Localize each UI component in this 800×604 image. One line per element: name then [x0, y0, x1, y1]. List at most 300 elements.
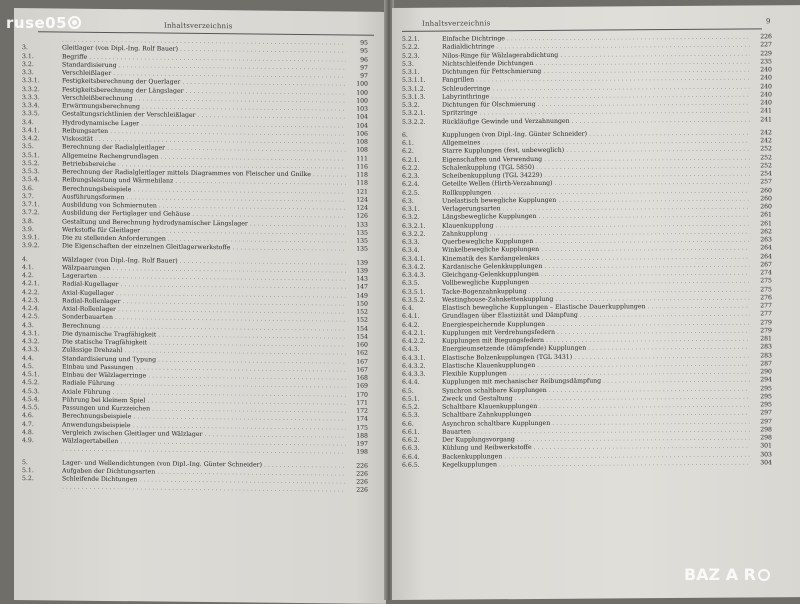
toc-entry-number: 6.2.1. — [402, 156, 440, 165]
toc-entry-title: Betriebsbereiche . . . — [62, 160, 346, 171]
toc-entry-page: 198 — [348, 449, 368, 457]
toc-entry-title: Schleuderringe . . . — [442, 83, 750, 93]
toc-entry-number: 6.2.4. — [402, 181, 440, 190]
toc-entry-number: 6.3.4.1. — [402, 255, 440, 264]
toc-entry-page: 100 — [348, 97, 368, 105]
toc-entry-page: 277 — [752, 302, 772, 310]
toc-entry-page: 167 — [348, 366, 368, 374]
toc-entry-number: 3.3.2. — [22, 86, 60, 95]
page-number: 9 — [766, 17, 770, 25]
right-head-rule — [402, 28, 762, 32]
toc-entry-page: 162 — [348, 350, 368, 358]
toc-entry-title: Scheibenkupplung (TGL 34229) . . . — [442, 171, 750, 181]
toc-entry-page: 295 — [752, 401, 772, 409]
toc-entry-page: 260 — [752, 187, 772, 195]
toc-entry-page: 295 — [752, 385, 772, 393]
toc-entry-page: 252 — [752, 154, 772, 162]
toc-entry-number: 3.5. — [22, 143, 60, 152]
toc-entry-number: 5.3.2.2. — [402, 118, 440, 127]
toc-entry-title: Winkelbewegliche Kupplungen . . . — [442, 245, 750, 255]
toc-entry-title: Reibungsleistung und Wärmebilanz . . . — [62, 177, 346, 188]
toc-entry-page: 297 — [752, 410, 772, 418]
toc-entry-number: 3.6. — [22, 185, 60, 194]
toc-entry-page: 95 — [348, 39, 368, 47]
toc-entry-number: 6.4.2.1. — [402, 329, 440, 338]
toc-entry-number: 3.5.3. — [22, 168, 60, 177]
toc-entry-title: Zahnkupplung . . . — [442, 228, 750, 238]
toc-entry-number: 3.7. — [22, 193, 60, 202]
toc-entry-title: Gleitlager (von Dipl.-Ing. Rolf Bauer) . . . — [62, 45, 346, 56]
toc-entry-title: Ausbildung der Fertiglager und Gehäuse . . . — [62, 210, 346, 221]
toc-entry-number: 6.5.3. — [402, 412, 440, 421]
toc-entry-page: 168 — [348, 374, 368, 382]
toc-entry-title: Verschleißberechnung . . . — [62, 94, 346, 105]
toc-entry-page: 139 — [348, 267, 368, 275]
toc-entry-page: 304 — [752, 459, 772, 467]
toc-entry-page: 135 — [348, 237, 368, 245]
toc-entry-number: 5. — [22, 459, 60, 468]
toc-entry-title: Wälzlagertabellen . . . — [62, 438, 346, 449]
toc-entry-number: 3.8. — [22, 218, 60, 227]
toc-entry-number: 6.3.4. — [402, 247, 440, 256]
toc-entry-number: 6.6.4. — [402, 453, 440, 462]
toc-entry-page: 121 — [348, 188, 368, 196]
toc-entry-page: 147 — [348, 284, 368, 292]
toc-entry-page: 298 — [752, 426, 772, 434]
toc-entry-number: 4.2.3. — [22, 297, 60, 306]
toc-entry-title: Die dynamische Tragfähigkeit . . . — [62, 330, 346, 341]
toc-entry-page: 290 — [752, 368, 772, 376]
toc-entry-title: Dichtungen für Ölschmierung . . . — [442, 100, 750, 110]
logo-text: ruse05 — [6, 14, 67, 32]
toc-entry-title: Kühlung und Reibwerkstoffe . . . — [442, 443, 750, 453]
toc-entry-title: Lager- und Wellendichtungen (von Dipl.-Ing. Günter Schneider) . . . — [62, 459, 346, 470]
toc-entry-number: 4.1. — [22, 264, 60, 273]
toc-entry-page: 298 — [752, 434, 772, 442]
toc-entry-page: 169 — [348, 383, 368, 391]
toc-entry-page: 160 — [348, 341, 368, 349]
toc-entry-title: Anwendungsbeispiele . . . — [62, 421, 346, 432]
toc-entry-page: 111 — [348, 155, 368, 163]
toc-entry-title: Asynchron schaltbare Kupplungen . . . — [442, 418, 750, 428]
toc-entry-page: 118 — [348, 180, 368, 188]
toc-entry-title: Allgemeines . . . — [442, 138, 750, 148]
toc-entry-number: 6.2.2. — [402, 164, 440, 173]
toc-entry-title: Rückläufige Gewinde und Verzahnungen . . . — [442, 116, 750, 126]
toc-entry-number: 6.4.3.1. — [402, 354, 440, 363]
toc-entry-number: 3.4.2. — [22, 135, 60, 144]
toc-entry-number: 3.3. — [22, 69, 60, 78]
toc-entry-number: 6.5.1. — [402, 395, 440, 404]
toc-entry-number: 5.3.2.1. — [402, 110, 440, 119]
toc-entry-page: 152 — [348, 317, 368, 325]
toc-entry-page: 279 — [752, 319, 772, 327]
toc-entry-title: Wälzpaarungen . . . — [62, 264, 346, 275]
toc-entry-page: 263 — [752, 236, 772, 244]
toc-entry-title: Erwärmungsberechnung . . . — [62, 103, 346, 114]
toc-entry-title: Rollkupplungen . . . — [442, 187, 750, 197]
toc-entry-title: Axiale Führung . . . — [62, 388, 346, 399]
toc-entry-title: Verschleißlager . . . — [62, 70, 346, 81]
toc-entry-title: Die Eigenschaften der einzelnen Gleitlagerwerkstoffe . . . — [62, 243, 346, 254]
toc-entry-title: Lagerarten . . . — [62, 273, 346, 284]
toc-entry-title: Schaltbare Klauenkupplungen . . . — [442, 402, 750, 412]
toc-entry-title: Vollbewegliche Kupplungen . . . — [442, 278, 750, 288]
toc-entry-title: Hydrodynamische Lager . . . — [62, 119, 346, 130]
toc-entry-page: 241 — [752, 108, 772, 116]
toc-entry-page: 226 — [348, 478, 368, 486]
toc-entry-number: 4.3.1. — [22, 330, 60, 339]
toc-entry-number: 5.3.1.1. — [402, 77, 440, 86]
toc-entry-title: Kupplungen (von Dipl.-Ing. Günter Schneider) . . . — [442, 129, 750, 139]
toc-entry-page: 281 — [752, 335, 772, 343]
toc-entry-page: 252 — [752, 162, 772, 170]
toc-entry-title: Spritzringe . . . — [442, 108, 750, 118]
toc-entry-number: 4.8. — [22, 429, 60, 438]
toc-entry-page: 262 — [752, 228, 772, 236]
toc-entry-number: 4.5.4. — [22, 396, 60, 405]
toc-entry-title: Verlagerungsarten . . . — [442, 204, 750, 214]
toc-entry-title: Unelastisch bewegliche Kupplungen . . . — [442, 195, 750, 205]
toc-entry-number: 4.9. — [22, 437, 60, 446]
toc-entry-number: 6.4.1. — [402, 313, 440, 322]
toc-entry-page: 104 — [348, 122, 368, 130]
toc-entry-title: Werkstoffe für Gleitlager . . . — [62, 226, 346, 237]
toc-entry-number: 4.2.5. — [22, 313, 60, 322]
toc-entry-number: 3. — [22, 44, 60, 53]
toc-entry-number: 6.3.2.1. — [402, 222, 440, 231]
toc-entry-title: Gleichgang-Gelenkkupplungen . . . — [442, 270, 750, 280]
toc-entry-number: 6.5.2. — [402, 404, 440, 413]
toc-entry-number: 3.3.4. — [22, 102, 60, 111]
toc-entry-title: Eigenschaften und Verwendung . . . — [442, 154, 750, 164]
toc-entry-page: 287 — [752, 360, 772, 368]
toc-entry-number: 4.2.1. — [22, 280, 60, 289]
toc-entry-title: Ausbildung von Schmiernuten . . . — [62, 202, 346, 213]
toc-entry-number: 6.4.4. — [402, 379, 440, 388]
toc-entry-page: 170 — [348, 391, 368, 399]
toc-entry-number: 6.1. — [402, 140, 440, 149]
toc-entry-number: 4.5.2. — [22, 379, 60, 388]
toc-entry-title: Schalenkupplung (TGL 5850) . . . — [442, 162, 750, 172]
toc-entry-page: 116 — [348, 163, 368, 171]
toc-entry-page: 133 — [348, 221, 368, 229]
toc-entry-title: Axial-Rollenlager . . . — [62, 306, 346, 317]
toc-entry-number: 4.3.2. — [22, 338, 60, 347]
toc-entry-title: Berechnungsbeispiele . . . — [62, 185, 346, 196]
toc-entry-page: 108 — [348, 147, 368, 155]
seller-logo — [6, 14, 81, 32]
toc-entry-page: 240 — [752, 75, 772, 83]
toc-entry-number: 6.6.5. — [402, 461, 440, 470]
toc-entry-page: 154 — [348, 325, 368, 333]
toc-entry-number: 6.3.5.1. — [402, 288, 440, 297]
left-head-rule — [38, 31, 374, 36]
toc-entry-number: 5.3. — [402, 60, 440, 69]
toc-entry-number: 4.3. — [22, 322, 60, 331]
toc-entry-number: 3.3.5. — [22, 110, 60, 119]
toc-entry-number: 4.2.4. — [22, 305, 60, 314]
toc-entry-page: 277 — [752, 311, 772, 319]
toc-entry-page: 261 — [752, 220, 772, 228]
toc-entry-page: 242 — [752, 129, 772, 137]
toc-entry-title: Festigkeitsberechnung der Querlager . . . — [62, 78, 346, 89]
toc-entry-number: 6.3.5. — [402, 280, 440, 289]
toc-entry-page: 135 — [348, 229, 368, 237]
toc-entry-number: 4.2.2. — [22, 289, 60, 298]
toc-entry-number: 6.3.3. — [402, 239, 440, 248]
toc-entry-page: 275 — [752, 278, 772, 286]
toc-entry-title: Einfache Dichtringe . . . — [442, 34, 750, 44]
toc-entry-number: 3.3.1. — [22, 77, 60, 86]
toc-entry-number: 3.9. — [22, 226, 60, 235]
toc-entry-page: 303 — [752, 451, 772, 459]
toc-entry-title — [62, 484, 346, 495]
toc-entry-number: 6.3. — [402, 197, 440, 206]
toc-entry-number: 6.3.1. — [402, 206, 440, 215]
watermark-text: BAZ A R — [684, 565, 756, 584]
toc-entry-title: Ausführungsformen . . . — [62, 193, 346, 204]
toc-entry-title: Energieumsetzende (dämpfende) Kupplungen . . . — [442, 344, 750, 354]
toc-entry-page: 275 — [752, 286, 772, 294]
toc-entry-number: 5.2.3. — [402, 52, 440, 61]
toc-entry-page: 226 — [348, 462, 368, 470]
toc-entry-title: Starre Kupplungen (fest, unbeweglich) . . . — [442, 146, 750, 156]
toc-entry-page: 104 — [348, 114, 368, 122]
toc-entry-number: 4.5. — [22, 363, 60, 372]
toc-entry-page: 126 — [348, 213, 368, 221]
right-running-head: Inhaltsverzeichnis — [422, 19, 490, 27]
toc-entry-page: 257 — [752, 179, 772, 187]
toc-entry-title: Sonderbauarten . . . — [62, 314, 346, 325]
toc-entry-title: Längsbewegliche Kupplungen . . . — [442, 212, 750, 222]
toc-entry-title: Axial-Kugellager . . . — [62, 289, 346, 300]
toc-entry-page: 240 — [752, 66, 772, 74]
toc-entry-number: 6.2.3. — [402, 173, 440, 182]
toc-entry-page: 124 — [348, 204, 368, 212]
toc-entry-page: 124 — [348, 196, 368, 204]
toc-entry-title: Aufgaben der Dichtungsarten . . . — [62, 467, 346, 478]
toc-entry-page: 188 — [348, 432, 368, 440]
toc-entry-title: Wälzlager (von Dipl.-Ing. Rolf Bauer) . . . — [62, 256, 346, 267]
toc-entry-number: 4.3.3. — [22, 346, 60, 355]
toc-entry-page: 152 — [348, 308, 368, 316]
toc-entry-number: 5.3.2. — [402, 102, 440, 111]
left-toc — [22, 36, 368, 495]
toc-entry — [402, 116, 772, 127]
toc-entry-page: 264 — [752, 253, 772, 261]
toc-entry-number: 6.5. — [402, 387, 440, 396]
toc-entry-title: Standardisierung und Typung . . . — [62, 355, 346, 366]
toc-entry-title: Westinghouse-Zahnkettenkupplung . . . — [442, 294, 750, 304]
toc-entry-number: 6.3.4.2. — [402, 263, 440, 272]
toc-entry-title: Vergleich zwischen Gleitlager und Wälzlager . . . — [62, 429, 346, 440]
toc-entry-number: 5.3.1.2. — [402, 85, 440, 94]
toc-entry-title: Die zu stellenden Anforderungen . . . — [62, 235, 346, 246]
toc-entry-number: 6.3.2.2. — [402, 230, 440, 239]
toc-entry-page: 171 — [348, 399, 368, 407]
toc-entry-title: Kupplungen mit mechanischer Reibungsdämpfung . . . — [442, 377, 750, 387]
toc-entry-page: 97 — [348, 72, 368, 80]
toc-entry-page: 100 — [348, 89, 368, 97]
toc-entry-number: 4.7. — [22, 421, 60, 430]
toc-entry-page: 301 — [752, 443, 772, 451]
toc-entry-title: Festigkeitsberechnung der Längslager . . . — [62, 86, 346, 97]
toc-entry-title: Schleifende Dichtungen . . . — [62, 476, 346, 487]
toc-entry-page: 283 — [752, 344, 772, 352]
toc-entry-title: Gestaltungsrichtlinien der Verschleißlager . . . — [62, 111, 346, 122]
toc-entry-title: Elastische Klauenkupplungen . . . — [442, 360, 750, 370]
toc-entry-number: 6.2. — [402, 148, 440, 157]
toc-entry-title: Fangrillen . . . — [442, 75, 750, 85]
toc-entry-page: 294 — [752, 377, 772, 385]
toc-entry-number: 6.4. — [402, 305, 440, 314]
toc-entry-number: 5.1. — [22, 467, 60, 476]
toc-entry-page: 108 — [348, 138, 368, 146]
toc-entry-page: 274 — [752, 269, 772, 277]
toc-entry-title: Zweck und Gestaltung . . . — [442, 393, 750, 403]
toc-entry-title: Nichtschleifende Dichtungen . . . — [442, 58, 750, 68]
toc-entry-page: 226 — [752, 33, 772, 41]
toc-entry-number: 3.7.1. — [22, 201, 60, 210]
toc-entry-title: Führung bei kleinem Spiel . . . — [62, 396, 346, 407]
toc-entry-number: 6.2.5. — [402, 189, 440, 198]
toc-entry-page: 242 — [752, 137, 772, 145]
toc-entry-title: Geteilte Wellen (Hirth-Verzahnung) . . . — [442, 179, 750, 189]
toc-entry-number: 3.7.2. — [22, 209, 60, 218]
toc-entry-page: 106 — [348, 130, 368, 138]
toc-entry-title: Berechnung der Radialgleitlager . . . — [62, 144, 346, 155]
toc-entry-number: 3.9.1. — [22, 234, 60, 243]
toc-entry-title: Viskosität . . . — [62, 136, 346, 147]
toc-entry-page: 276 — [752, 294, 772, 302]
toc-entry-title: Kupplungen mit Biegungsfedern . . . — [442, 336, 750, 346]
toc-entry-title: Einbau und Passungen . . . — [62, 363, 346, 374]
toc-entry-number: 6.4.3.3. — [402, 371, 440, 380]
toc-entry-number: 6.4.2.2. — [402, 338, 440, 347]
toc-entry-title: Backenkupplungen . . . — [442, 451, 750, 461]
toc-entry-page: 175 — [348, 424, 368, 432]
toc-entry-number: 6.4.3.2. — [402, 362, 440, 371]
toc-entry-number: 5.3.1.3. — [402, 93, 440, 102]
toc-entry-title: Tacke-Bogenzahnkupplung . . . — [442, 286, 750, 296]
toc-entry-number: 4.5.3. — [22, 388, 60, 397]
toc-entry-page: 283 — [752, 352, 772, 360]
toc-entry-number: 6.6.1. — [402, 428, 440, 437]
toc-entry-page: 100 — [348, 81, 368, 89]
toc-entry-page: 297 — [752, 418, 772, 426]
toc-entry-title: Flexible Kupplungen . . . — [442, 369, 750, 379]
toc-entry-page: 279 — [752, 327, 772, 335]
toc-entry-page: 260 — [752, 203, 772, 211]
watermark — [684, 565, 770, 584]
toc-entry-page: 254 — [752, 170, 772, 178]
toc-entry-page: 227 — [752, 42, 772, 50]
toc-entry — [402, 459, 772, 470]
toc-entry-page: 267 — [752, 261, 772, 269]
toc-entry-page: 135 — [348, 246, 368, 254]
toc-entry-title: Radial-Rollenlager . . . — [62, 297, 346, 308]
toc-entry-page: 149 — [348, 292, 368, 300]
right-page — [392, 5, 800, 600]
toc-entry-number: 4.5.5. — [22, 404, 60, 413]
toc-entry-title: Radial-Kugellager . . . — [62, 281, 346, 292]
toc-entry-title: Radialdichtringe . . . — [442, 42, 750, 52]
toc-entry-number: 5.3.1. — [402, 69, 440, 78]
toc-entry-page: 241 — [752, 116, 772, 124]
toc-entry-page: 167 — [348, 358, 368, 366]
toc-entry-title: Energiespeichernde Kupplungen . . . — [442, 319, 750, 329]
toc-entry-page: 95 — [348, 48, 368, 56]
toc-entry-title: Berechnungsbeispiele . . . — [62, 413, 346, 424]
toc-entry-page: 240 — [752, 99, 772, 107]
toc-entry-page: 174 — [348, 416, 368, 424]
toc-entry-page: 96 — [348, 56, 368, 64]
toc-entry-number: 3.1. — [22, 53, 60, 62]
toc-entry-number: 3.5.2. — [22, 160, 60, 169]
toc-entry-number: 6.3.4.3. — [402, 272, 440, 281]
toc-entry-title: Elastische Bolzenkupplungen (TGL 3431) . . . — [442, 352, 750, 362]
toc-entry-number: 3.4.1. — [22, 127, 60, 136]
toc-entry-number: 3.5.4. — [22, 176, 60, 185]
toc-entry-page: 172 — [348, 407, 368, 415]
toc-entry-number: 4.5.1. — [22, 371, 60, 380]
toc-entry-number: 6.4.3. — [402, 346, 440, 355]
toc-entry-title: Gestaltung und Berechnung hydrodynamischer Längslager . . . — [62, 218, 346, 229]
toc-entry-title — [62, 446, 346, 457]
toc-entry-number: 6.3.5.2. — [402, 296, 440, 305]
toc-entry-page: 139 — [348, 259, 368, 267]
toc-entry-number: 6.6. — [402, 420, 440, 429]
toc-entry-title: Querbewegliche Kupplungen . . . — [442, 237, 750, 247]
toc-entry-number: 6. — [402, 131, 440, 140]
toc-entry-number: 4.4. — [22, 355, 60, 364]
toc-entry-title: Kegelkupplungen . . . — [442, 459, 750, 469]
toc-entry-number: 4. — [22, 256, 60, 265]
toc-entry-title: Die statische Tragfähigkeit . . . — [62, 339, 346, 350]
toc-entry-title: Synchron schaltbare Kupplungen . . . — [442, 385, 750, 395]
toc-entry-number: 3.3.3. — [22, 94, 60, 103]
toc-entry-page: 97 — [348, 64, 368, 72]
toc-entry-number: 3.9.2. — [22, 242, 60, 251]
right-toc — [402, 33, 772, 470]
toc-entry-page: 197 — [348, 440, 368, 448]
toc-entry-page: 118 — [348, 171, 368, 179]
toc-entry-page: 226 — [348, 487, 368, 495]
toc-entry-title: Kardanische Gelenkkupplungen . . . — [442, 261, 750, 271]
toc-entry-title: Begriffe . . . — [62, 53, 346, 64]
toc-entry-title: Berechnung der Radialgleitlager mittels Diagrammes von Fleischer und Gnilke . . . — [62, 169, 346, 180]
toc-entry-number: 6.6.3. — [402, 445, 440, 454]
toc-entry-title: Schaltbare Zahnkupplungen . . . — [442, 410, 750, 420]
toc-entry-page: 264 — [752, 245, 772, 253]
toc-entry-title: Berechnung . . . — [62, 322, 346, 333]
toc-entry-title: Kinematik des Kardangelenkes . . . — [442, 253, 750, 263]
toc-entry-page: 240 — [752, 83, 772, 91]
toc-entry-title: Standardisierung . . . — [62, 61, 346, 72]
toc-entry-page: 295 — [752, 393, 772, 401]
toc-entry-page: 240 — [752, 91, 772, 99]
toc-entry-number: 3.5.1. — [22, 152, 60, 161]
left-running-head: Inhaltsverzeichnis — [164, 22, 232, 31]
toc-entry-number: 6.4.2. — [402, 321, 440, 330]
toc-entry-number: 4.6. — [22, 412, 60, 421]
toc-entry-page: 229 — [752, 50, 772, 58]
toc-entry-title: Zulässige Drehzahl . . . — [62, 347, 346, 358]
toc-entry-number: 4.2. — [22, 272, 60, 281]
toc-entry-title: Grundlagen über Elastizität und Dämpfung . . . — [442, 311, 750, 321]
toc-entry-page: 143 — [348, 275, 368, 283]
